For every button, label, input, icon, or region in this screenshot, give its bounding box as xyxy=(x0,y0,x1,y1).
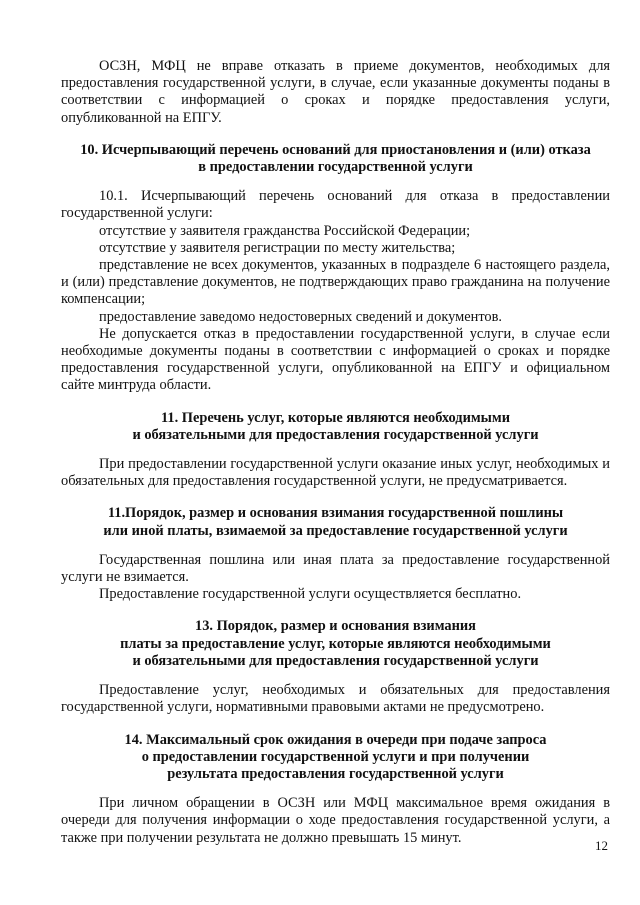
section-11-services-title-line1: 11. Перечень услуг, которые являются необходимыми xyxy=(160,409,511,426)
section-13-title-line1: 13. Порядок, размер и основания взимания xyxy=(195,618,476,635)
section-10-paragraph-1: 10.1. Исчерпывающий перечень оснований для отказа в предоставлении государственной услуги: xyxy=(61,188,610,222)
section-11-services-title-line2: и обязательными для предоставления государственной услуги xyxy=(132,426,539,443)
section-10-item-1: отсутствие у заявителя гражданства Российской Федерации; xyxy=(99,222,471,239)
section-10-title-line2: в предоставлении государственной услуги xyxy=(198,159,473,176)
section-11-fees xyxy=(61,505,610,603)
section-14-paragraph: При личном обращении в ОСЗН или МФЦ максимальное время ожидания в очереди для получения информации о ходе предоставления государственной услуги, а также при получении результата не должно превышать 15 минут. xyxy=(61,795,610,846)
section-10-item-3: представление не всех документов, указанных в подразделе 6 настоящего раздела, и (или) представление документов, не подтверждающих право гражданина на получение компенсации; xyxy=(61,257,610,308)
section-11-services xyxy=(61,410,610,491)
section-11-fees-title xyxy=(61,505,610,539)
section-14-title xyxy=(61,732,610,784)
intro-paragraph: ОСЗН, МФЦ не вправе отказать в приеме документов, необходимых для предоставления государственной услуги, в случае, если указанные документы поданы в соответствии с информацией о сроках и порядке предоставления услуги, опубликованной на ЕПГУ. xyxy=(61,58,610,126)
section-14-title-line1: 14. Максимальный срок ожидания в очереди при подаче запроса xyxy=(124,731,547,748)
section-10-paragraph-2: Не допускается отказ в предоставлении государственной услуги, в случае если необходимые документы поданы в соответствии с информацией о сроках и порядке предоставления государственной услуги, опубликованной на ЕПГУ и официальном сайте минтруда области. xyxy=(61,325,610,394)
section-11-services-title xyxy=(61,410,610,444)
section-11-fees-title-line1: 11.Порядок, размер и основания взимания государственной пошлины xyxy=(107,505,564,522)
section-14 xyxy=(61,732,610,847)
section-10 xyxy=(61,142,610,395)
section-10-title xyxy=(61,142,610,176)
section-13 xyxy=(61,618,610,716)
section-11-services-paragraph: При предоставлении государственной услуги оказание иных услуг, необходимых и обязательных для предоставления государственной услуги, не предусматривается. xyxy=(61,456,610,490)
section-13-title-line3: и обязательными для предоставления государственной услуги xyxy=(132,652,539,669)
section-13-title-line2: платы за предоставление услуг, которые являются необходимыми xyxy=(120,635,551,652)
section-11-fees-title-line2: или иной платы, взимаемой за предоставление государственной услуги xyxy=(103,522,568,539)
document-page xyxy=(61,58,610,847)
section-14-title-line3: результата предоставления государственной услуги xyxy=(167,765,504,782)
section-10-item-4: предоставление заведомо недостоверных сведений и документов. xyxy=(99,308,502,325)
page-number: 12 xyxy=(595,838,608,853)
section-14-title-line2: о предоставлении государственной услуги и при получении xyxy=(141,748,530,765)
section-10-title-line1: 10. Исчерпывающий перечень оснований для приостановления и (или) отказа xyxy=(80,141,591,158)
section-11-fees-paragraph-2: Предоставление государственной услуги осуществляется бесплатно. xyxy=(99,586,522,603)
section-13-title xyxy=(61,618,610,670)
section-10-item-2: отсутствие у заявителя регистрации по месту жительства; xyxy=(99,239,456,256)
section-11-fees-paragraph-1: Государственная пошлина или иная плата за предоставление государственной услуги не взимается. xyxy=(61,551,610,586)
section-13-paragraph: Предоставление услуг, необходимых и обязательных для предоставления государственной услуги, нормативными правовыми актами не предусмотрено. xyxy=(61,682,610,716)
